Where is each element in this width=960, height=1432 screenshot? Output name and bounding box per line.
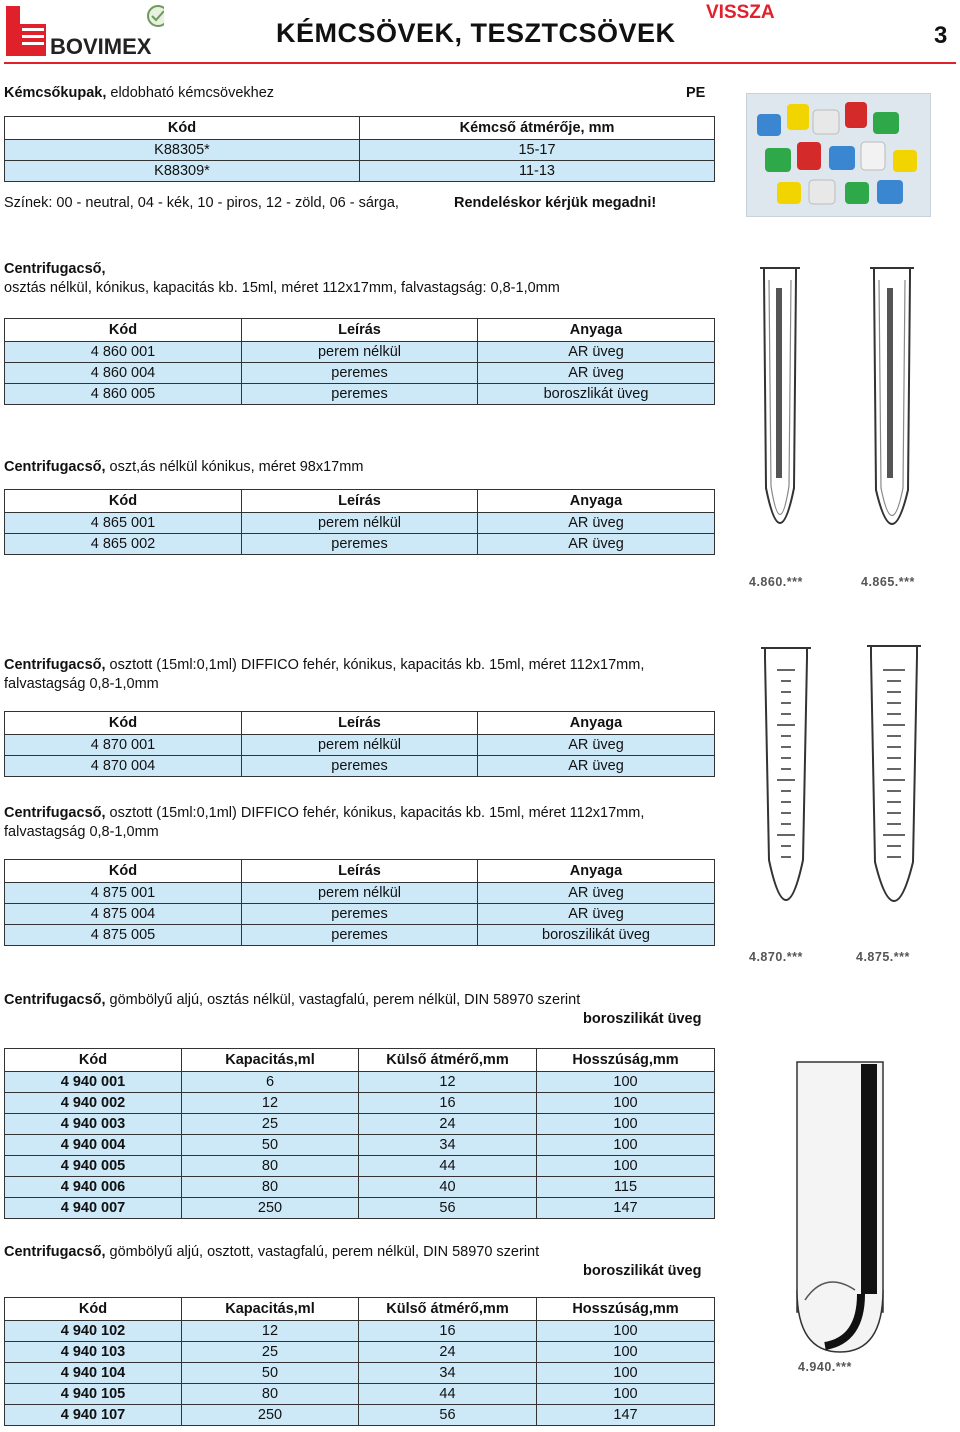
table-row: 4 940 105 80 44 100 [5, 1384, 715, 1405]
round2-table [4, 1297, 715, 1426]
centrifuge4-title-line2: falvastagság 0,8-1,0mm [4, 824, 159, 840]
brand-name: BOVIMEX [50, 34, 152, 58]
centrifuge3-title-line2: falvastagság 0,8-1,0mm [4, 676, 159, 692]
table-header-row: Kód Kapacitás,ml Külső átmérő,mm Hosszúság,mm [5, 1049, 715, 1072]
round1-material: boroszilikát üveg [583, 1011, 702, 1027]
caps-order-note: Rendeléskor kérjük megadni! [454, 195, 657, 211]
figure-label: 4.875.*** [856, 950, 910, 964]
table-header-row: Kód Leírás Anyaga [5, 490, 715, 513]
table-row: 4 870 001 perem nélkül AR üveg [5, 735, 715, 756]
table-row: 4 940 102 12 16 100 [5, 1321, 715, 1342]
table-row: 4 860 001 perem nélkül AR üveg [5, 342, 715, 363]
table-row: K88305* 15-17 [5, 140, 715, 161]
centrifuge1-title: Centrifugacső, [4, 261, 106, 277]
table-row: 4 940 002 12 16 100 [5, 1093, 715, 1114]
centrifuge2-title: Centrifugacső, oszt,ás nélkül kónikus, méret 98x17mm [4, 459, 364, 475]
centrifuge3-title: Centrifugacső, osztott (15ml:0,1ml) DIFFICO fehér, kónikus, kapacitás kb. 15ml, méret 112x17mm, [4, 657, 645, 673]
round1-title: Centrifugacső, gömbölyű aljú, osztás nélkül, vastagfalú, perem nélkül, DIN 58970 szerint [4, 992, 581, 1008]
figure-label: 4.865.*** [861, 575, 915, 589]
table-row: 4 940 006 80 40 115 [5, 1177, 715, 1198]
conical-tube-drawing [750, 258, 930, 558]
centrifuge4-title: Centrifugacső, osztott (15ml:0,1ml) DIFFICO fehér, kónikus, kapacitás kb. 15ml, méret 112x17mm, [4, 805, 645, 821]
caps-material: PE [686, 85, 706, 101]
round-bottom-tube-drawing [795, 1060, 895, 1360]
round2-title: Centrifugacső, gömbölyű aljú, osztott, vastagfalú, perem nélkül, DIN 58970 szerint [4, 1244, 540, 1260]
table-row: 4 875 004 peremes AR üveg [5, 904, 715, 925]
table-row: 4 865 001 perem nélkül AR üveg [5, 513, 715, 534]
table-row: K88309* 11-13 [5, 161, 715, 182]
table-header-row: Kód Leírás Anyaga [5, 319, 715, 342]
round2-material: boroszilikát üveg [583, 1263, 702, 1279]
page-number: 3 [934, 22, 948, 49]
centrifuge2-table [4, 489, 715, 555]
table-header-row: Kód Kémcső átmérője, mm [5, 117, 715, 140]
bovimex-logo [4, 4, 164, 58]
header-divider [4, 62, 956, 64]
table-header-row: Kód Leírás Anyaga [5, 860, 715, 883]
caps-product-photo [746, 93, 931, 217]
table-row: 4 940 005 80 44 100 [5, 1156, 715, 1177]
centrifuge4-table [4, 859, 715, 946]
table-header-row: Kód Kapacitás,ml Külső átmérő,mm Hosszúság,mm [5, 1298, 715, 1321]
round1-table [4, 1048, 715, 1219]
table-row: 4 940 103 25 24 100 [5, 1342, 715, 1363]
caps-title: Kémcsőkupak, eldobható kémcsövekhez [4, 85, 275, 101]
table-row: 4 875 001 perem nélkül AR üveg [5, 883, 715, 904]
table-row: 4 940 003 25 24 100 [5, 1114, 715, 1135]
table-row: 4 940 004 50 34 100 [5, 1135, 715, 1156]
table-row: 4 870 004 peremes AR üveg [5, 756, 715, 777]
figure-label: 4.860.*** [749, 575, 803, 589]
graduated-tube-drawing [755, 640, 935, 940]
table-row: 4 875 005 peremes boroszilikát üveg [5, 925, 715, 946]
centrifuge3-table [4, 711, 715, 777]
table-row: 4 940 001 6 12 100 [5, 1072, 715, 1093]
centrifuge1-subtitle: osztás nélkül, kónikus, kapacitás kb. 15ml, méret 112x17mm, falvastagság: 0,8-1,0mm [4, 280, 560, 296]
table-row: 4 940 104 50 34 100 [5, 1363, 715, 1384]
table-row: 4 860 005 peremes boroszlikát üveg [5, 384, 715, 405]
caps-table [4, 116, 715, 182]
table-header-row: Kód Leírás Anyaga [5, 712, 715, 735]
caps-colors-note: Színek: 00 - neutral, 04 - kék, 10 - piros, 12 - zöld, 06 - sárga, [4, 195, 399, 211]
page-title: KÉMCSÖVEK, TESZTCSÖVEK [276, 18, 676, 48]
centrifuge1-table [4, 318, 715, 405]
figure-label: 4.940.*** [798, 1360, 852, 1374]
table-row: 4 860 004 peremes AR üveg [5, 363, 715, 384]
figure-label: 4.870.*** [749, 950, 803, 964]
back-link[interactable]: VISSZA [706, 2, 775, 23]
table-row: 4 940 007 250 56 147 [5, 1198, 715, 1219]
table-row: 4 865 002 peremes AR üveg [5, 534, 715, 555]
table-row: 4 940 107 250 56 147 [5, 1405, 715, 1426]
